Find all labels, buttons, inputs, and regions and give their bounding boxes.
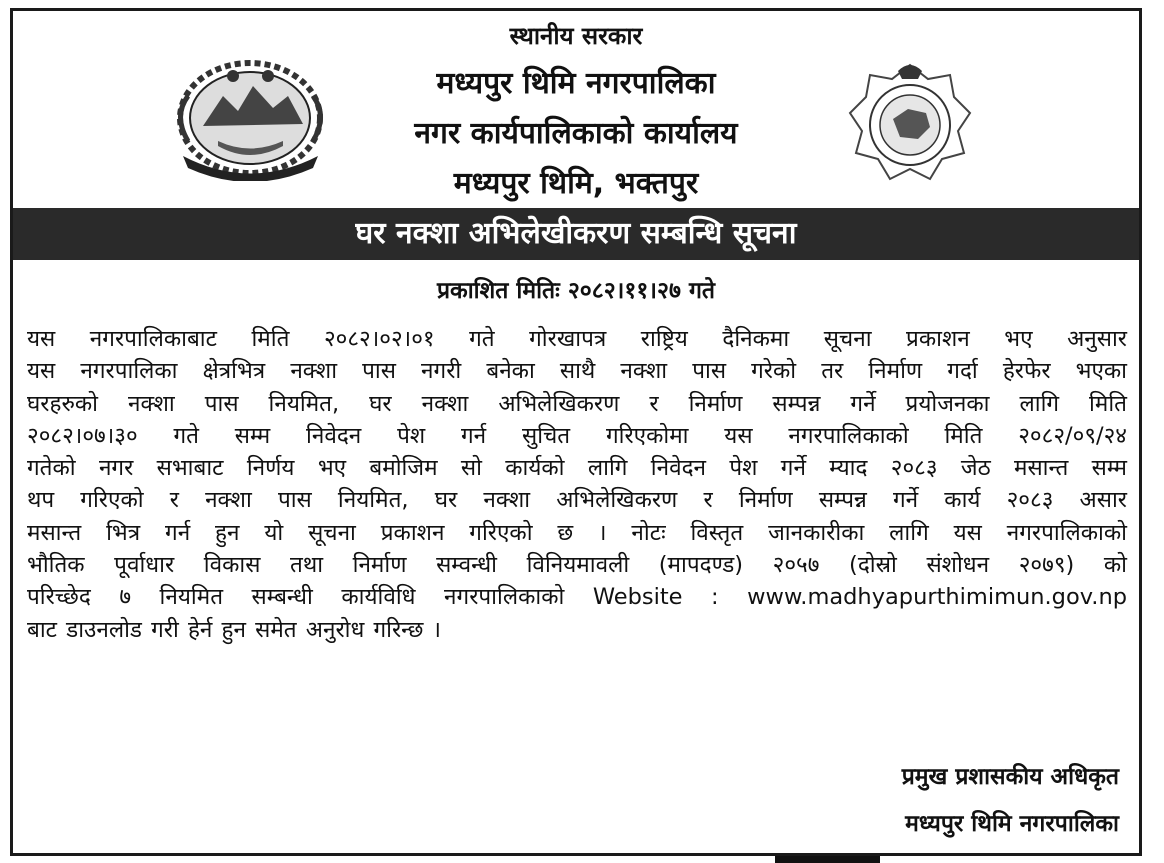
published-date: प्रकाशित मितिः २०८२।११।२७ गते xyxy=(436,278,716,304)
header-line-location: मध्यपुर थिमि, भक्तपुर xyxy=(453,166,699,201)
body-line: २०८२।०७।३० गते सम्म निवेदन पेश गर्न सुचित गरिएकोमा यस नगरपालिकाको मिति २०८२/०९/२४ xyxy=(27,422,1127,449)
signatory-title: प्रमुख प्रशासकीय अधिकृत xyxy=(901,764,1119,790)
notice-title-band: घर नक्शा अभिलेखीकरण सम्बन्धि सूचना xyxy=(13,208,1139,260)
body-line: यस नगरपालिकाबाट मिति २०८२।०२।०१ गते गोरखापत्र राष्ट्रिय दैनिकमा सूचना प्रकाशन भए अनुसार xyxy=(27,326,1127,352)
notice-header xyxy=(13,11,1139,208)
body-line: परिच्छेद ७ नियमित सम्बन्धी कार्यविधि नगरपालिकाको Website : www.madhyapurthimimun.gov.np xyxy=(27,584,1127,611)
body-line: थप गरिएको र नक्शा पास नियमित, घर नक्शा अभिलेखिकरण र निर्माण सम्पन्न गर्ने कार्य २०८३ असार xyxy=(27,487,1127,514)
bottom-edge-marker xyxy=(775,856,880,863)
body-line: यस नगरपालिका क्षेत्रभित्र नक्शा पास नगरी बनेका साथै नक्शा पास गरेको तर निर्माण गर्दा हेरफेर भएका xyxy=(27,358,1127,385)
signatory-organization: मध्यपुर थिमि नगरपालिका xyxy=(905,811,1119,837)
body-line: घरहरुको नक्शा पास नियमित, घर नक्शा अभिलेखिकरण र निर्माण सम्पन्न गर्ने प्रयोजनका लागि मिति xyxy=(27,390,1127,417)
body-line: बाट डाउनलोड गरी हेर्न हुन समेत अनुरोध गरिन्छ । xyxy=(27,616,442,643)
body-line: गतेको नगर सभाबाट निर्णय भए बमोजिम सो कार्यको लागि निवेदन पेश गर्ने म्याद २०८३ जेठ मसान्त सम्म xyxy=(27,455,1127,482)
notice-body xyxy=(27,323,1127,646)
body-line: मसान्त भित्र गर्न हुन यो सूचना प्रकाशन गरिएको छ । नोटः विस्तृत जानकारीका लागि यस नगरपालिकाको xyxy=(27,519,1127,546)
header-line-office: नगर कार्यपालिकाको कार्यालय xyxy=(414,116,738,151)
header-line-local-government: स्थानीय सरकार xyxy=(509,22,643,50)
public-notice xyxy=(10,8,1142,856)
header-line-municipality: मध्यपुर थिमि नगरपालिका xyxy=(436,66,716,101)
municipality-seal-icon xyxy=(848,61,973,186)
body-line: भौतिक पूर्वाधार विकास तथा निर्माण सम्वन्धी विनियमावली (मापदण्ड) २०५७ (दोस्रो संशोधन २०७९) को xyxy=(27,552,1127,579)
